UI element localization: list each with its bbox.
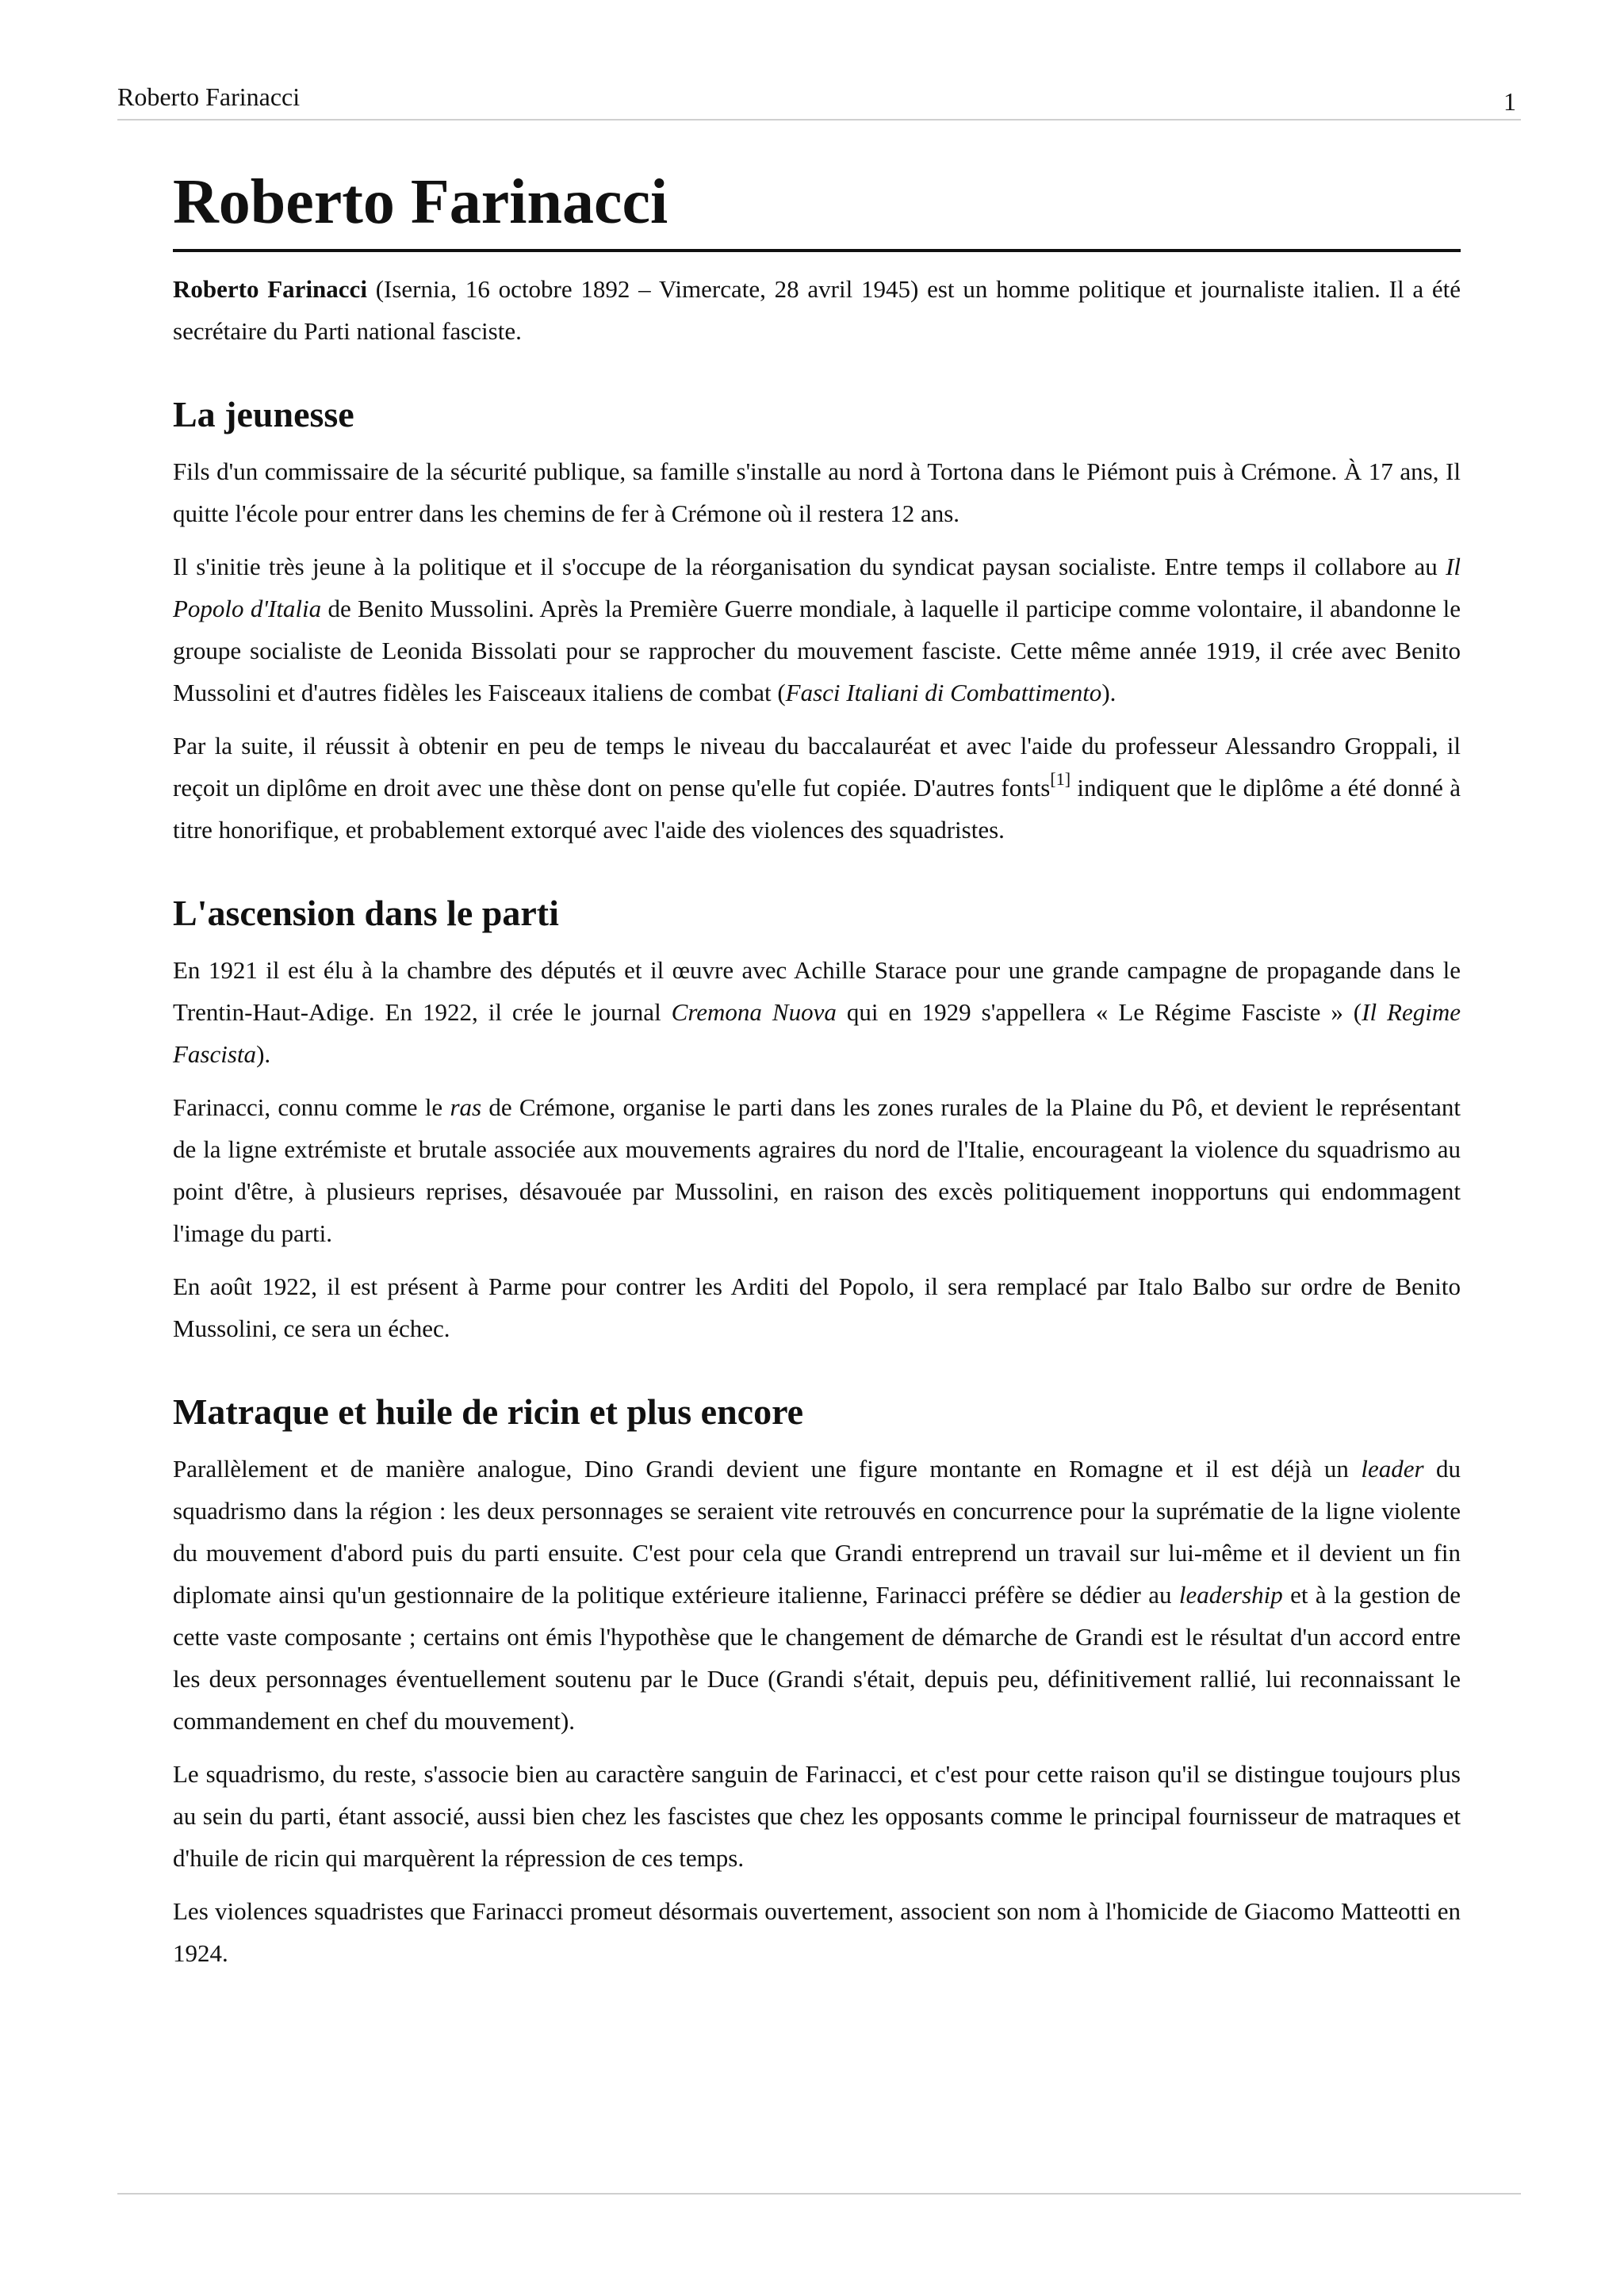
running-header <box>117 78 1521 121</box>
ascension-paragraph-3: En août 1922, il est présent à Parme pour contrer les Arditi del Popolo, il sera remplacé par Italo Balbo sur ordre de Benito Mussolini, ce sera un échec. <box>173 1272 1461 1342</box>
ascension-paragraph-2 <box>173 1086 1461 1254</box>
text-run: du squadrismo dans la région : les deux personnages se seraient vite retrouvés en concurrence pour la suprématie de la ligne violente du mouvement d'abord puis du parti ensuite. C'est pour cela que Grandi entreprend un travail sur lui-même et il devient un fin diplomate ainsi qu'un gestionnaire de la politique extérieure italienne, Farinacci préfère se dédier au <box>173 1455 1461 1609</box>
text-run: et à la gestion de cette vaste composante ; certains ont émis l'hypothèse que le changement de démarche de Grandi est le résultat d'un accord entre les deux personnages éventuellement soutenu par le Duce (Grandi s'était, depuis peu, définitivement rallié, lui reconnaissant le commandement en chef du mouvement). <box>173 1581 1461 1735</box>
newspaper-title: Il Regime Fascista <box>173 998 1461 1068</box>
reference-link[interactable]: [1] <box>1050 769 1071 789</box>
italic-term: leader <box>1361 1455 1424 1483</box>
italic-term: leadership <box>1178 1581 1283 1609</box>
matraque-paragraph-3: Les violences squadristes que Farinacci promeut désormais ouvertement, associent son nom à l'homicide de Giacomo Matteotti en 1924. <box>173 1897 1461 1967</box>
italic-term: Fasci Italiani di Combattimento <box>785 679 1102 706</box>
text-run: Parallèlement et de manière analogue, Dino Grandi devient une figure montante en Romagne et il est déjà un <box>173 1455 1362 1483</box>
jeunesse-paragraph-3 <box>173 725 1461 851</box>
ascension-paragraph-1 <box>173 949 1461 1075</box>
intro-name: Roberto Farinacci <box>173 275 367 303</box>
running-title: Roberto Farinacci <box>117 82 301 111</box>
section-heading-jeunesse: La jeunesse <box>173 394 354 434</box>
newspaper-title: Cremona Nuova <box>671 998 837 1026</box>
text-run: En 1921 il est élu à la chambre des députés et il œuvre avec Achille Starace pour une grande campagne de propagande dans le Trentin-Haut-Adige. En 1922, il crée le journal <box>173 956 1461 1026</box>
text-run: indiquent que le diplôme a été donné à titre honorifique, et probablement extorqué avec l'aide des violences des squadristes. <box>173 774 1461 844</box>
text-run: Il s'initie très jeune à la politique et il s'occupe de la réorganisation du syndicat paysan socialiste. Entre temps il collabore au <box>173 553 1446 580</box>
italic-term: ras <box>450 1093 482 1121</box>
matraque-paragraph-2: Le squadrismo, du reste, s'associe bien au caractère sanguin de Farinacci, et c'est pour cette raison qu'il se distingue toujours plus au sein du parti, étant associé, aussi bien chez les fascistes que chez les opposants comme le principal fournisseur de matraques et d'huile de ricin qui marquèrent la répression de ces temps. <box>173 1760 1461 1872</box>
text-run: ). <box>256 1040 271 1068</box>
intro-paragraph <box>173 268 1461 352</box>
newspaper-title: Il Popolo d'Italia <box>173 553 1461 622</box>
jeunesse-paragraph-2 <box>173 545 1461 714</box>
text-run: Par la suite, il réussit à obtenir en peu de temps le niveau du baccalauréat et avec l'aide du professeur Alessandro Groppali, il reçoit un diplôme en droit avec une thèse dont on pense qu'elle fut copiée. D'autres fonts <box>173 732 1461 802</box>
jeunesse-paragraph-1: Fils d'un commissaire de la sécurité publique, sa famille s'installe au nord à Tortona dans le Piémont puis à Crémone. À 17 ans, Il quitte l'école pour entrer dans les chemins de fer à Crémone où il restera 12 ans. <box>173 457 1461 527</box>
page-number: 1 <box>1503 87 1516 116</box>
section-heading-matraque: Matraque et huile de ricin et plus encore <box>173 1391 804 1432</box>
text-run: qui en 1929 s'appellera « Le Régime Fasciste » ( <box>836 998 1362 1026</box>
text-run: de Benito Mussolini. Après la Première Guerre mondiale, à laquelle il participe comme volontaire, il abandonne le groupe socialiste de Leonida Bissolati pour se rapprocher du mouvement fasciste. Cette même année 1919, il crée avec Benito Mussolini et d'autres fidèles les Faisceaux italiens de combat ( <box>173 595 1461 706</box>
text-run: ). <box>1101 679 1116 706</box>
text-run: Farinacci, connu comme le <box>173 1093 450 1121</box>
text-run: de Crémone, organise le parti dans les zones rurales de la Plaine du Pô, et devient le représentant de la ligne extrémiste et brutale associée aux mouvements agraires du nord de l'Italie, encourageant la violence du squadrismo au point d'être, à plusieurs reprises, désavouée par Mussolini, en raison des excès politiquement inopportuns qui endommagent l'image du parti. <box>173 1093 1461 1247</box>
intro-text: (Isernia, 16 octobre 1892 – Vimercate, 28 avril 1945) est un homme politique et journaliste italien. Il a été secrétaire du Parti national fasciste. <box>173 275 1461 345</box>
article-body <box>173 159 1461 1985</box>
matraque-paragraph-1 <box>173 1448 1461 1742</box>
page-title: Roberto Farinacci <box>173 159 1461 252</box>
section-heading-ascension: L'ascension dans le parti <box>173 893 559 933</box>
footer-divider <box>117 2193 1521 2195</box>
